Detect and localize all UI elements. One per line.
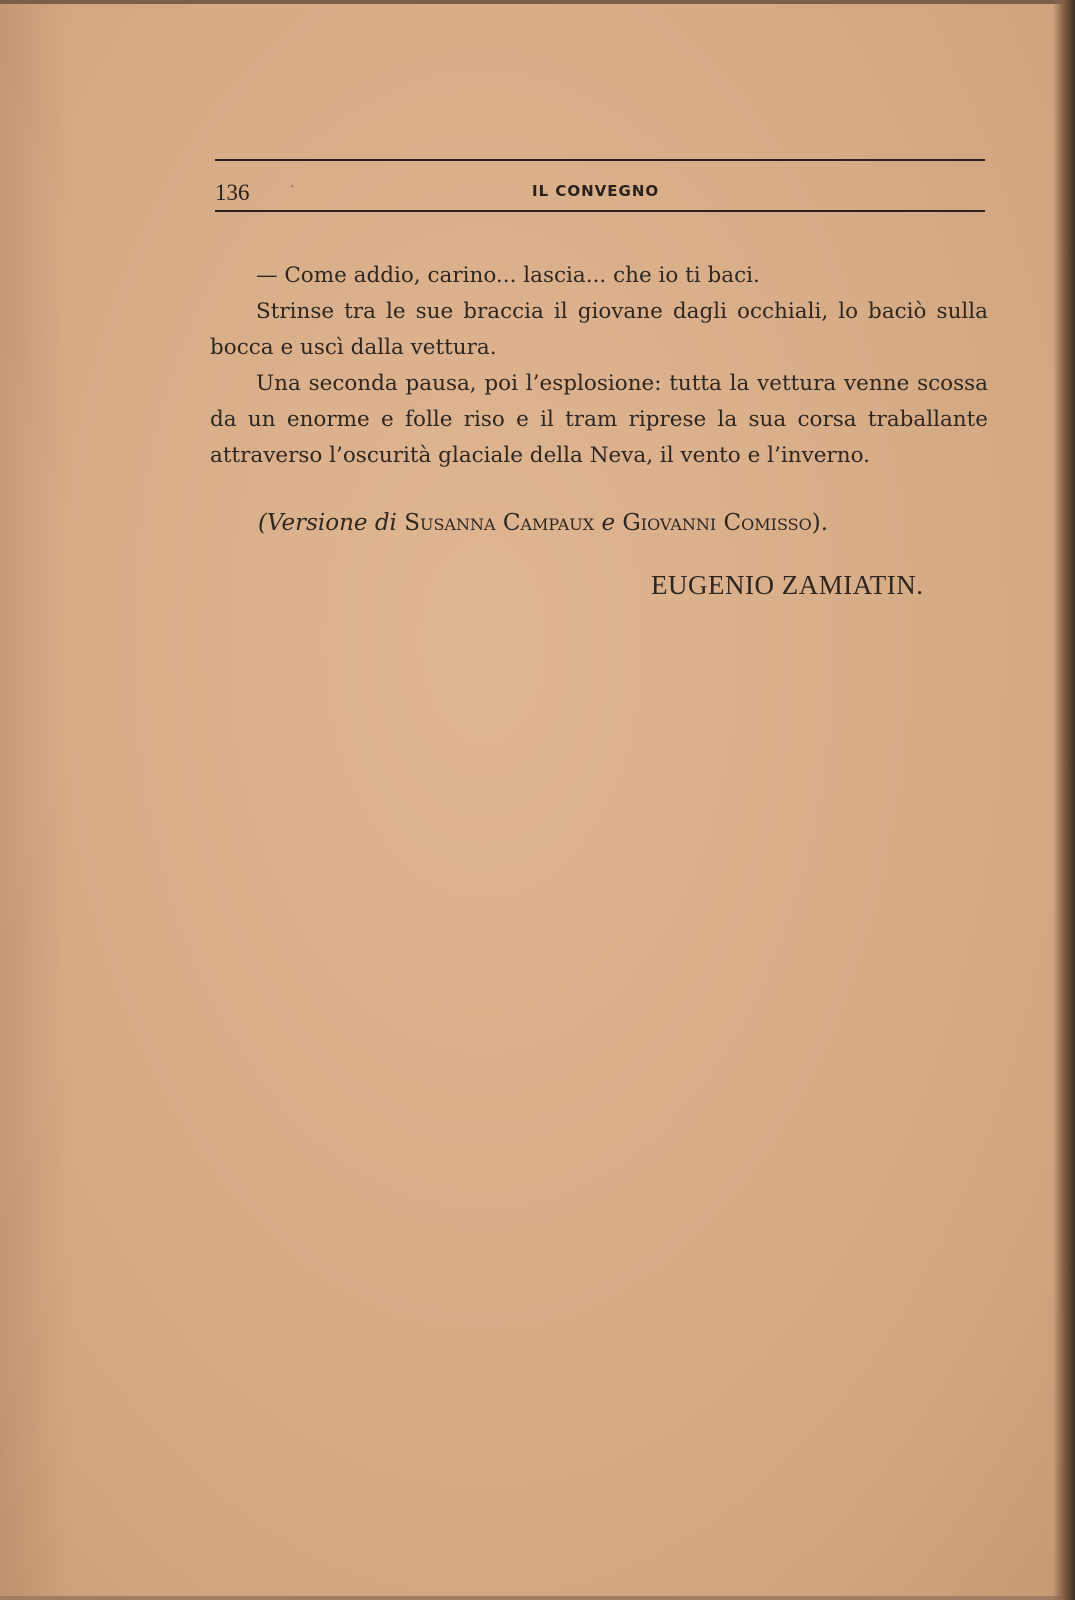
page-number: 136 <box>215 180 250 205</box>
credit-open-paren: ( <box>258 510 267 536</box>
credit-close: ). <box>811 510 829 536</box>
credit-conjunction: e <box>601 510 616 536</box>
paragraph: Strinse tra le sue braccia il giovane dagli occhiali, lo baciò sulla bocca e uscì dalla vettura. <box>210 299 988 360</box>
translation-credit <box>258 510 828 536</box>
page-bottom-edge <box>0 1596 1075 1600</box>
body-text <box>210 258 988 474</box>
credit-label: Versione di <box>266 510 397 536</box>
page-top-edge <box>0 0 1075 4</box>
author-signature: EUGENIO ZAMIATIN. <box>651 570 924 600</box>
header-rule-top <box>215 159 985 161</box>
running-header <box>215 180 985 208</box>
running-title: IL CONVEGNO <box>532 182 660 200</box>
paragraph: Una seconda pausa, poi l’esplosione: tutta la vettura venne scossa da un enorme e folle riso e il tram riprese la sua corsa traballante attraverso l’oscurità glaciale della Neva, il vento e l’inverno. <box>210 371 988 468</box>
translator-name: Giovanni Comisso <box>622 510 812 536</box>
paragraph: — Come addio, carino... lascia... che io ti baci. <box>256 263 760 288</box>
header-rule-bottom <box>215 210 985 212</box>
header-separator: · <box>290 180 295 195</box>
translator-name: Susanna Campaux <box>404 510 595 536</box>
